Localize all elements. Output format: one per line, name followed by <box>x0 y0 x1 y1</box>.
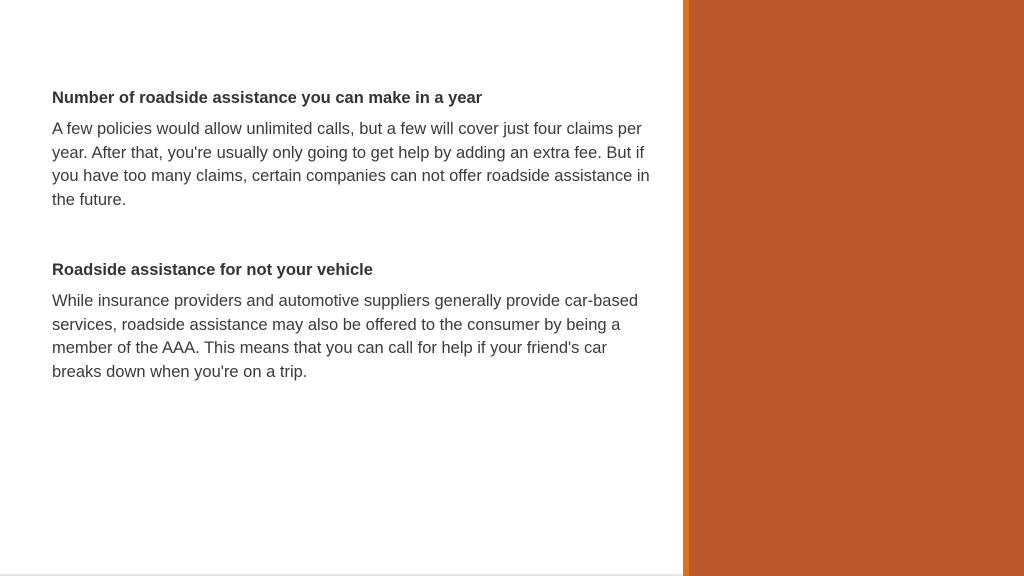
section-heading: Roadside assistance for not your vehicle <box>52 261 373 279</box>
slide-content <box>52 86 652 384</box>
section-other-vehicle <box>52 258 652 384</box>
section-paragraph: While insurance providers and automotive suppliers generally provide car-based services, roadside assistance may also be offered to the consumer by being a member of the AAA. This means that you can call for help if your friend's car breaks down when you're on a trip. <box>52 292 639 381</box>
section-paragraph: A few policies would allow unlimited calls, but a few will cover just four claims per year. After that, you're usually only going to get help by adding an extra fee. But if you have too many claims, certain companies can not offer roadside assistance in the future. <box>52 120 650 209</box>
section-heading: Number of roadside assistance you can make in a year <box>52 89 483 107</box>
side-color-panel <box>689 0 1024 576</box>
section-annual-claims <box>52 86 652 212</box>
